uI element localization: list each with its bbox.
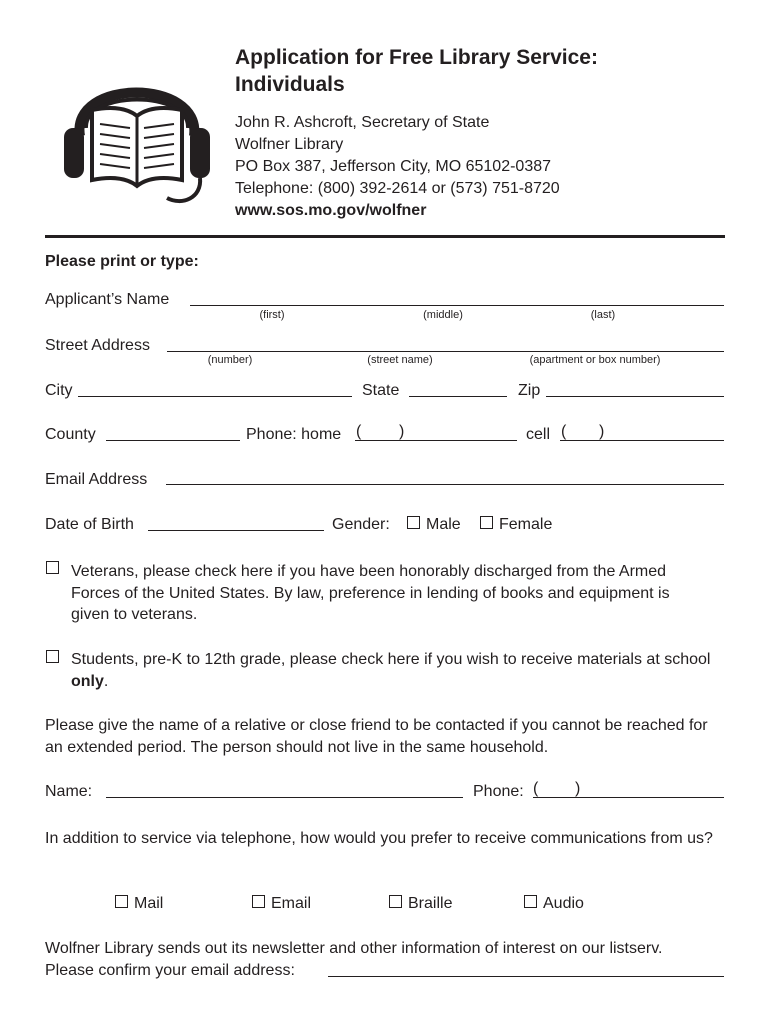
- email-address-label: Email Address: [45, 471, 148, 488]
- braille-label: Braille: [408, 895, 453, 912]
- contact-name-label: Name:: [45, 783, 93, 800]
- form-title: [235, 44, 675, 98]
- phone-home-paren-close: ): [399, 423, 405, 440]
- gender-female-option[interactable]: [480, 516, 552, 534]
- applicant-name-field[interactable]: [190, 305, 724, 306]
- zip-field[interactable]: [546, 396, 724, 397]
- communications-question: In addition to service via telephone, how would you prefer to receive communications from us?: [45, 830, 713, 847]
- male-checkbox[interactable]: [407, 516, 420, 529]
- headphones-book-icon: [62, 58, 212, 208]
- phone-home-field[interactable]: [355, 440, 517, 441]
- braille-checkbox[interactable]: [389, 895, 402, 908]
- confirm-email-field[interactable]: [328, 976, 724, 977]
- cell-label: cell: [526, 426, 551, 443]
- title-line-2: Individuals: [235, 73, 345, 96]
- cell-paren-close: ): [599, 423, 605, 440]
- veterans-checkbox[interactable]: [46, 561, 59, 574]
- students-text-end: .: [103, 672, 109, 690]
- zip-label: Zip: [518, 382, 541, 399]
- city-label: City: [45, 382, 73, 399]
- gender-male-option[interactable]: [407, 516, 461, 534]
- applicant-name-label: Applicant’s Name: [45, 291, 170, 308]
- street-sub-number: (number): [207, 354, 253, 366]
- street-address-field[interactable]: [167, 351, 724, 352]
- website-link[interactable]: www.sos.mo.gov/wolfner: [235, 202, 427, 219]
- name-sub-last: (last): [590, 309, 616, 321]
- students-checkbox[interactable]: [46, 650, 59, 663]
- audio-checkbox[interactable]: [524, 895, 537, 908]
- comm-option-audio[interactable]: [524, 895, 584, 913]
- comm-option-email[interactable]: [252, 895, 311, 913]
- mail-checkbox[interactable]: [115, 895, 128, 908]
- address-line: John R. Ashcroft, Secretary of State: [235, 114, 490, 131]
- contact-name-field[interactable]: [106, 797, 463, 798]
- divider: [45, 235, 725, 238]
- email-address-field[interactable]: [166, 484, 724, 485]
- name-sub-first: (first): [259, 309, 285, 321]
- address-line: Telephone: (800) 392-2614 or (573) 751-8720: [235, 180, 560, 197]
- contact-phone-label: Phone:: [473, 783, 524, 800]
- contact-phone-paren-close: ): [575, 780, 581, 797]
- cell-field[interactable]: [560, 440, 724, 441]
- street-address-label: Street Address: [45, 337, 150, 354]
- county-field[interactable]: [106, 440, 240, 441]
- newsletter-text: Wolfner Library sends out its newsletter and other information of interest on our listserv.: [45, 940, 663, 957]
- gender-label: Gender:: [332, 516, 390, 533]
- instruction: Please print or type:: [45, 253, 199, 270]
- title-line-1: Application for Free Library Service:: [235, 46, 598, 69]
- dob-label: Date of Birth: [45, 516, 134, 533]
- email-option-label: Email: [271, 895, 312, 912]
- email-checkbox[interactable]: [252, 895, 265, 908]
- name-sub-middle: (middle): [423, 309, 463, 321]
- female-checkbox[interactable]: [480, 516, 493, 529]
- comm-option-mail[interactable]: [115, 895, 163, 913]
- dob-field[interactable]: [148, 530, 324, 531]
- audio-label: Audio: [543, 895, 584, 912]
- female-label: Female: [499, 516, 553, 533]
- mail-label: Mail: [134, 895, 164, 912]
- contact-phone-field[interactable]: [533, 797, 724, 798]
- street-sub-apartment: (apartment or box number): [529, 354, 661, 366]
- library-address: [235, 112, 560, 222]
- phone-home-paren-open: (: [356, 423, 362, 440]
- state-label: State: [362, 382, 400, 399]
- contact-phone-paren-open: (: [533, 780, 539, 797]
- phone-home-label: Phone: home: [246, 426, 342, 443]
- male-label: Male: [426, 516, 461, 533]
- students-text-only: only: [71, 672, 104, 690]
- city-field[interactable]: [78, 396, 352, 397]
- state-field[interactable]: [409, 396, 507, 397]
- address-line: Wolfner Library: [235, 136, 344, 153]
- cell-paren-open: (: [561, 423, 567, 440]
- comm-option-braille[interactable]: [389, 895, 452, 913]
- county-label: County: [45, 426, 96, 443]
- confirm-email-label: Please confirm your email address:: [45, 962, 295, 979]
- students-text-main: Students, pre-K to 12th grade, please check here if you wish to receive materials at school: [71, 651, 711, 668]
- contact-instructions: Please give the name of a relative or close friend to be contacted if you cannot be reached for an extended period. The person should not live in the same household.: [45, 717, 708, 756]
- street-sub-name: (street name): [367, 354, 433, 366]
- veterans-text: Veterans, please check here if you have been honorably discharged from the Armed Forces of the United States. By law, preference in lending of books and equipment is given to veterans.: [71, 563, 670, 623]
- address-line: PO Box 387, Jefferson City, MO 65102-0387: [235, 158, 552, 175]
- students-text: [71, 649, 711, 692]
